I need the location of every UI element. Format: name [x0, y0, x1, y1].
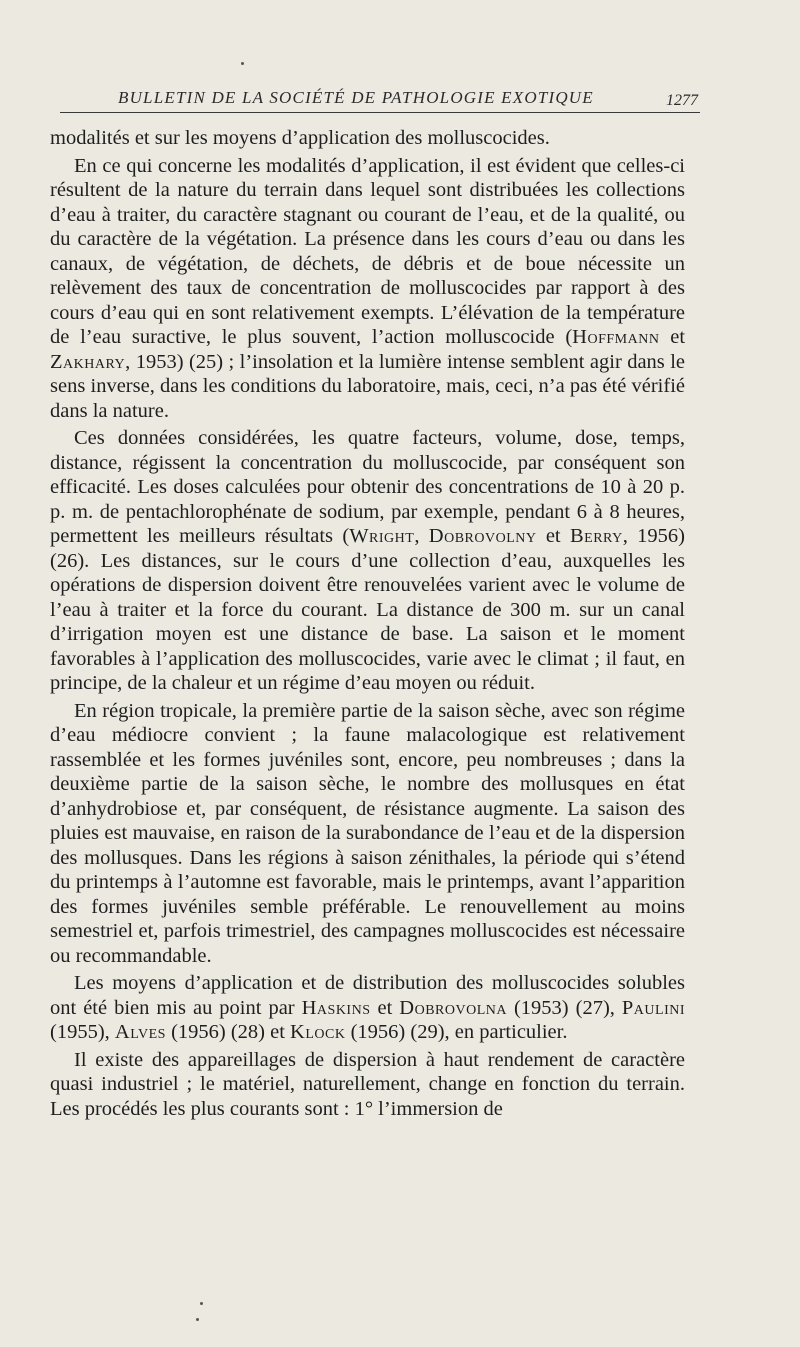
paragraph — [50, 699, 685, 969]
author-name: Haskins — [301, 996, 371, 1019]
page-number: 1277 — [666, 92, 698, 109]
author-name: Dobrovolny — [428, 525, 537, 547]
text-run: et — [370, 996, 400, 1019]
running-title: BULLETIN DE LA SOCIÉTÉ DE PATHOLOGIE EXOTIQUE — [118, 88, 594, 107]
text-run: En ce qui concerne les modalités d’application, il est évident que celles-ci résultent de la nature du terrain dans lequel sont distribuées les collections d’eau à traiter, du caractère stagnant ou courant de l’eau, et de la qualité, ou du caractère de la végétation. La présence dans les cours d’eau ou dans les canaux, de végétation, de déchets, de débris et de boue nécessite un relèvement des taux de concentration de molluscocides par rapport à des cours d’eau qui en sont relativement exempts. L’élévation de la température de l’eau suractive, le plus souvent, l’action molluscocide ( — [50, 154, 685, 348]
paragraph — [50, 154, 685, 424]
paragraph — [50, 1048, 685, 1122]
scan-speck — [200, 1302, 203, 1305]
author-name: Dobrovolna — [399, 996, 507, 1019]
paragraph — [50, 126, 685, 151]
text-run: En région tropicale, la première partie de la saison sèche, avec son régime d’eau médiocre convient ; la faune malacologique est relativement rassemblée et les formes juvéniles sont, encore, peu nombreuses ; dans la deuxième partie de la saison sèche, le nombre des mollusques en état d’anhydrobiose et, par conséquent, de résistance augmente. La saison des pluies est mauvaise, en raison de la surabondance de l’eau et de la dispersion des mollusques. Dans les régions à saison zénithales, la période qui s’étend du printemps à l’automne est favorable, mais le printemps, avant l’apparition des formes juvéniles semble préférable. Le renouvellement au moins semestriel et, parfois trimestriel, des campagnes molluscocides est nécessaire ou recommandable. — [50, 699, 685, 967]
article-body — [50, 126, 685, 1121]
text-run: et — [659, 326, 686, 348]
author-name: Paulini — [621, 996, 686, 1019]
text-run: (1955), — [50, 1021, 115, 1043]
text-run: (1956) (29), en particulier. — [345, 1021, 568, 1043]
text-run: Il existe des appareillages de dispersion à haut rendement de caractère quasi industriel ; le matériel, naturellement, change en fonction du terrain. Les procédés les plus courants sont : 1° l’immersion de — [50, 1048, 685, 1120]
text-run: , 1953) (25) ; l’insolation et la lumière intense semblent agir dans le sens inverse, dans les conditions du laboratoire, mais, ceci, n’a pas été vérifié dans la nature. — [50, 350, 685, 422]
running-header — [60, 84, 700, 114]
author-name: Berry — [569, 525, 623, 547]
header-rule — [60, 112, 700, 113]
text-run: modalités et sur les moyens d’application des molluscocides. — [50, 127, 550, 149]
author-name: Hoffmann — [572, 326, 660, 348]
text-run: (1953) (27), — [506, 996, 622, 1019]
text-run: , 1956) (26). Les distances, sur le cours d’une collection d’eau, auxquelles les opérations de dispersion doivent être renouvelées varient avec le volume de l’eau à traiter et la force du courant. La distance de 300 m. sur un canal d’irrigation moyen est une distance de base. La saison et le moment favorables à l’application des molluscocides, varie avec le climat ; il faut, en principe, de la chaleur et un régime d’eau moyen ou réduit. — [50, 525, 686, 694]
text-run: et — [536, 525, 570, 547]
scan-speck — [196, 1318, 199, 1321]
text-run: Les moyens d’application et de distribution des molluscocides solubles ont été bien mis au point par — [50, 972, 685, 1019]
author-name: Klock — [290, 1021, 346, 1043]
author-name: Zakhary — [50, 350, 126, 373]
paragraph — [50, 971, 685, 1045]
text-run: , — [414, 525, 429, 547]
author-name: Alves — [114, 1021, 166, 1043]
text-run: Ces données considérées, les quatre facteurs, volume, dose, temps, distance, régissent la concentration du molluscocide, par conséquent son efficacité. Les doses calculées pour obtenir des concentrations de 10 à 20 p. p. m. de pentachlorophénate de sodium, par exemple, pendant 6 à 8 heures, permettent les meilleurs résultats ( — [50, 427, 685, 547]
paragraph — [50, 426, 685, 696]
text-run: (1956) (28) et — [165, 1021, 291, 1043]
author-name: Wright — [349, 525, 415, 547]
scan-speck — [241, 62, 244, 65]
